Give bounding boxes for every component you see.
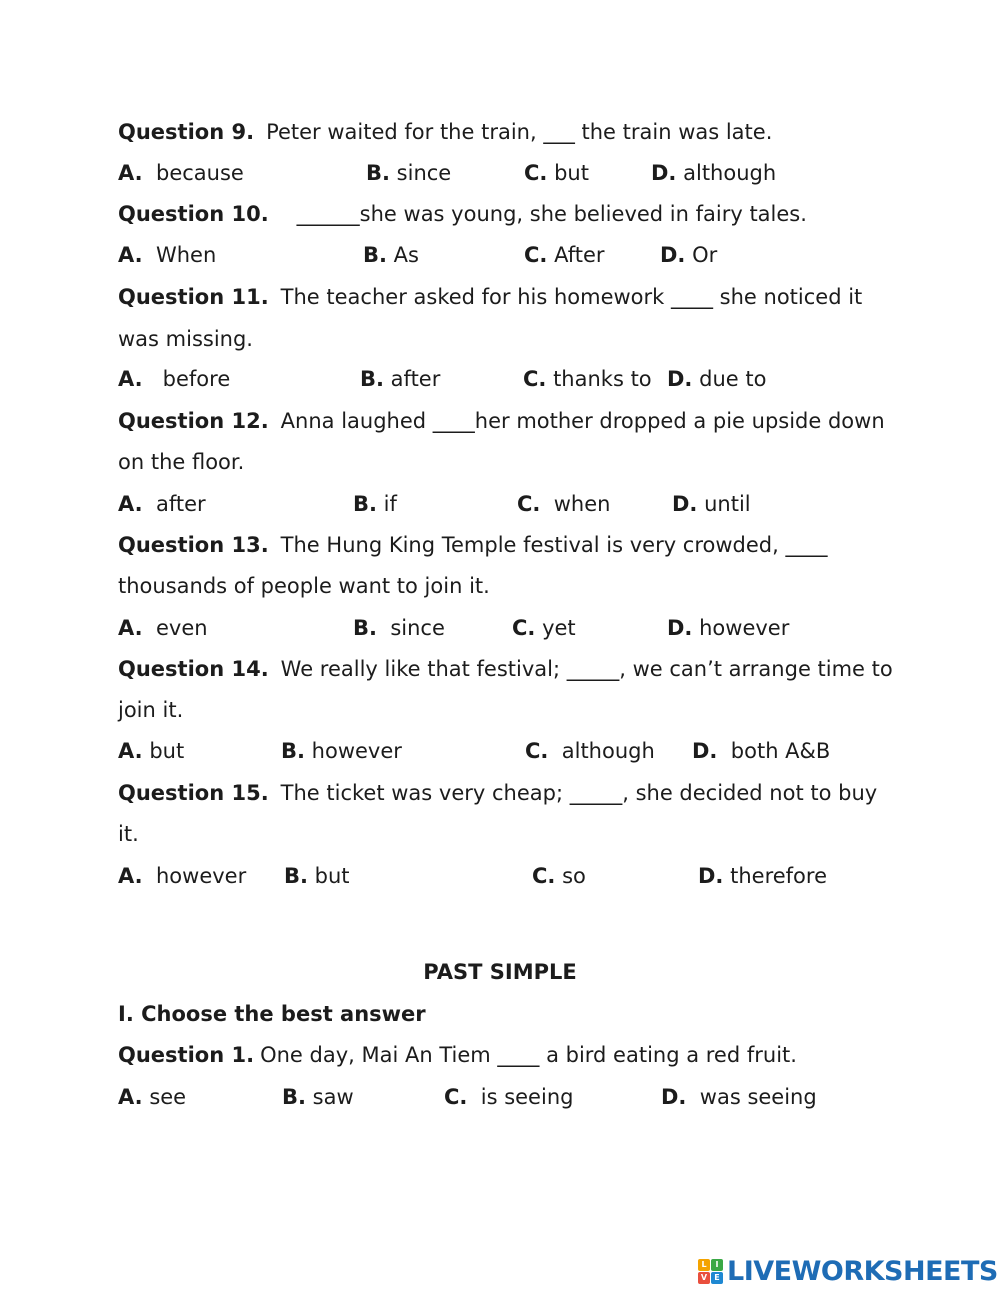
- question-11-stem: [118, 284, 862, 310]
- option-b[interactable]: B. since: [366, 161, 452, 185]
- question-text: The Hung King Temple festival is very crowded, ____: [280, 533, 828, 557]
- option-d[interactable]: D. Or: [660, 243, 718, 267]
- question-13-stem-cont: thousands of people want to join it.: [118, 574, 490, 598]
- question-9-stem: [118, 119, 772, 145]
- option-a[interactable]: A. even: [118, 616, 208, 640]
- option-a[interactable]: A. after: [118, 492, 206, 516]
- option-d[interactable]: D. however: [667, 616, 790, 640]
- option-b[interactable]: B. after: [360, 367, 441, 391]
- option-c[interactable]: C. After: [524, 243, 605, 267]
- question-label: Question 10.: [118, 202, 269, 226]
- option-b[interactable]: B. but: [284, 864, 350, 888]
- logo-cube: I: [711, 1259, 723, 1271]
- option-c[interactable]: C. thanks to: [523, 367, 652, 391]
- question-label: Question 15.: [118, 781, 269, 805]
- question-10-stem: [118, 201, 807, 227]
- logo-cubes-icon: [698, 1259, 723, 1284]
- option-c[interactable]: C. although: [525, 739, 655, 763]
- section-title: PAST SIMPLE: [423, 960, 577, 984]
- logo-cube: L: [698, 1259, 710, 1271]
- question-12-stem-cont: on the floor.: [118, 450, 245, 474]
- question-text: The ticket was very cheap; _____, she decided not to buy: [280, 781, 878, 805]
- question-text: We really like that festival; _____, we can’t arrange time to: [280, 657, 893, 681]
- option-d[interactable]: D. was seeing: [661, 1085, 817, 1109]
- brand-name: LIVEWORKSHEETS: [727, 1255, 998, 1287]
- option-c[interactable]: C. so: [532, 864, 586, 888]
- option-b[interactable]: B. since: [353, 616, 445, 640]
- logo-cube: E: [711, 1272, 723, 1284]
- option-a[interactable]: A. because: [118, 161, 244, 185]
- question-text: The teacher asked for his homework ____ she noticed it: [280, 285, 863, 309]
- option-b[interactable]: B. As: [363, 243, 419, 267]
- question-label: Question 12.: [118, 409, 269, 433]
- subsection-title: I. Choose the best answer: [118, 1002, 426, 1026]
- past-simple-question-1-stem: [118, 1042, 797, 1068]
- question-text: Anna laughed ____her mother dropped a pie upside down: [280, 409, 885, 433]
- question-14-stem-cont: join it.: [118, 698, 184, 722]
- question-15-stem-cont: it.: [118, 822, 139, 846]
- question-11-stem-cont: was missing.: [118, 327, 253, 351]
- option-a[interactable]: A. but: [118, 739, 185, 763]
- question-label: Question 14.: [118, 657, 269, 681]
- option-b[interactable]: B. however: [281, 739, 402, 763]
- question-label: Question 13.: [118, 533, 269, 557]
- liveworksheets-logo: [698, 1256, 998, 1286]
- option-a[interactable]: A. see: [118, 1085, 187, 1109]
- option-c[interactable]: C. when: [517, 492, 611, 516]
- option-c[interactable]: C. yet: [512, 616, 576, 640]
- question-13-stem: [118, 532, 827, 558]
- question-text: Peter waited for the train, ___ the train was late.: [266, 120, 773, 144]
- option-d[interactable]: D. both A&B: [692, 739, 831, 763]
- option-b[interactable]: B. saw: [282, 1085, 354, 1109]
- option-d[interactable]: D. due to: [667, 367, 767, 391]
- question-15-stem: [118, 780, 877, 806]
- question-label: Question 11.: [118, 285, 269, 309]
- option-a[interactable]: A. When: [118, 243, 217, 267]
- question-text: ______she was young, she believed in fairy tales.: [296, 202, 807, 226]
- option-d[interactable]: D. although: [651, 161, 777, 185]
- option-d[interactable]: D. until: [672, 492, 751, 516]
- option-a[interactable]: A. before: [118, 367, 231, 391]
- option-d[interactable]: D. therefore: [698, 864, 827, 888]
- option-b[interactable]: B. if: [353, 492, 397, 516]
- option-c[interactable]: C. is seeing: [444, 1085, 574, 1109]
- option-a[interactable]: A. however: [118, 864, 247, 888]
- logo-cube: V: [698, 1272, 710, 1284]
- option-c[interactable]: C. but: [524, 161, 589, 185]
- question-14-stem: [118, 656, 893, 682]
- question-label: Question 1.: [118, 1043, 255, 1067]
- question-label: Question 9.: [118, 120, 255, 144]
- question-text: One day, Mai An Tiem ____ a bird eating a red fruit.: [260, 1043, 797, 1067]
- question-12-stem: [118, 408, 885, 434]
